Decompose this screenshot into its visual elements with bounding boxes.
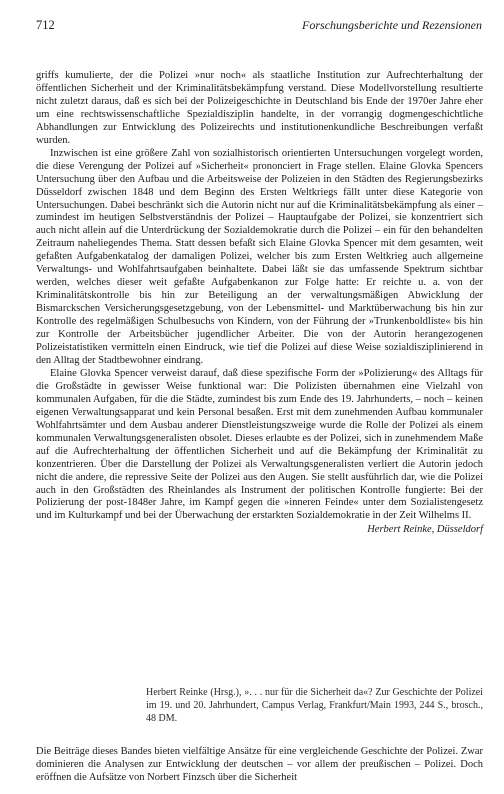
review-signature: Herbert Reinke, Düsseldorf bbox=[367, 524, 483, 536]
review-paragraph: Inzwischen ist eine größere Zahl von sozialhistorisch orientierten Untersuchungen vorgelegt worden, die diese Verengung der Polizei auf »Sicherheit« prononciert in Frage stellen. Elaine Glovka Spencers Untersuchung über den Aufbau und die Arbeitsweise der Polizeien in den Städten des Regierungsbezirks Düsseldorf zwischen 1848 und dem Beginn des Ersten Weltkriegs fällt unter diese Kategorie von Untersuchungen. Dabei beschränkt sich die Autorin nicht nur auf die Kriminalitätsbekämpfung als einer – zumindest im heutigen Selbstverständnis der Polizei – Hauptaufgabe der Polizei, sie konzentriert sich auch nicht allein auf die Unterdrückung der Sozialdemokratie durch die Polizei – ein für den behandelten Zeitraum naheliegendes Thema. Statt dessen befaßt sich Elaine Glovka Spencer mit dem gesamten, weit gefaßten Aufgabenkatalog der damaligen Polizei, welcher bis zum Ersten Weltkrieg auch allgemeine Verwaltungs- und Wohlfahrtsaufgaben beinhaltete. Dabei läßt sie das umfassende Spektrum sichtbar werden, welches dieser weit gefaßte Aufgabenkanon zur Folge hatte: Er reichte u. a. von der Kriminalitätskontrolle bis hin zur Beteiligung an der verwaltungsmäßigen Abwicklung der Bismarckschen Versicherungsgesetzgebung, von der Lebensmittel- und Marktüberwachung bis hin zur Kontrolle des regelmäßigen Schulbesuchs von Kindern, von der Führung der »Trunkenboldliste« bis hin zur Kontrolle der Arbeitsbücher jugendlicher Arbeiter. Die von der Autorin herangezogenen Polizeistatistiken vermitteln einen Eindruck, wie tief die Polizei auf diese Weise sozialdisziplinierend in den Alltag der Stadtbewohner eindrang. bbox=[36, 147, 483, 366]
book-reference: Herbert Reinke (Hrsg.), ». . . nur für die Sicherheit da«? Zur Geschichte der Polizei im 19. und 20. Jahrhundert, Campus Verlag, Frankfurt/Main 1993, 244 S., brosch., 48 DM. bbox=[146, 687, 483, 724]
next-review-paragraph: Die Beiträge dieses Bandes bieten vielfältige Ansätze für eine vergleichende Geschichte der Polizei. Zwar dominieren die Analysen zur Entwicklung der deutschen – vor allem der preußischen – Polizei. Doch eröffnen die Aufsätze von Norbert Finzsch über die Sicherheit bbox=[36, 746, 483, 783]
page-number: 712 bbox=[36, 18, 55, 32]
review-body bbox=[36, 70, 483, 536]
running-head: Forschungsberichte und Rezensionen bbox=[302, 18, 482, 32]
review-paragraph: Elaine Glovka Spencer verweist darauf, daß diese spezifische Form der »Polizierung« des Alltags für die Großstädte in gewisser Weise funktional war: Die Polizisten übernahmen eine Vielzahl von kommunalen Aufgaben, für die die Städte, zumindest bis zum Ende des 19. Jahrhunderts, – noch – keinen eigenen Verwaltungsapparat und kein Personal besaßen. Erst mit dem zunehmenden Aufbau kommunaler Wohlfahrtsämter und dem Ausbau anderer Dienstleistungszweige wurde die Rolle der Polizei als einem kommunalen Verwaltungsgeneralisten obsolet. Dieses erlaubte es der Polizei, sich in zunehmendem Maße auf die Aufrechterhaltung der öffentlichen Sicherheit und auf die Bekämpfung der Kriminalität zu konzentrieren. Über die Darstellung der Polizei als Verwaltungsgeneralisten verliert die Autorin jedoch nicht die andere, die repressive Seite der Polizei aus den Augen. Sie stellt ausführlich dar, wie die Polizei auch in den Großstädten des Rheinlandes als Instrument der politischen Kontrolle fungierte: Bei der Polizierung der post-1848er Jahre, im Kampf gegen die »inneren Feinde« unter dem Sozialistengesetz und im Kulturkampf und bei der Überwachung der erstarkten Sozialdemokratie in der Zeit Wilhelms II. bbox=[36, 367, 483, 522]
page-header bbox=[36, 18, 482, 34]
review-paragraph: griffs kumulierte, der die Polizei »nur noch« als staatliche Institution zur Aufrechterhaltung der öffentlichen Sicherheit und der Kriminalitätsbekämpfung verstand. Diese Modellvorstellung resultierte nicht zuletzt daraus, daß es sich bei der Polizeigeschichte in Deutschland bis Ende der 1970er Jahre eher um eine rechtswissenschaftliche Spezialdisziplin handelte, in der vorrangig dogmengeschichtliche Abhandlungen zur Entwicklung des Polizeirechts und institutionenkundliche Beschreibungen verfaßt wurden. bbox=[36, 70, 483, 146]
